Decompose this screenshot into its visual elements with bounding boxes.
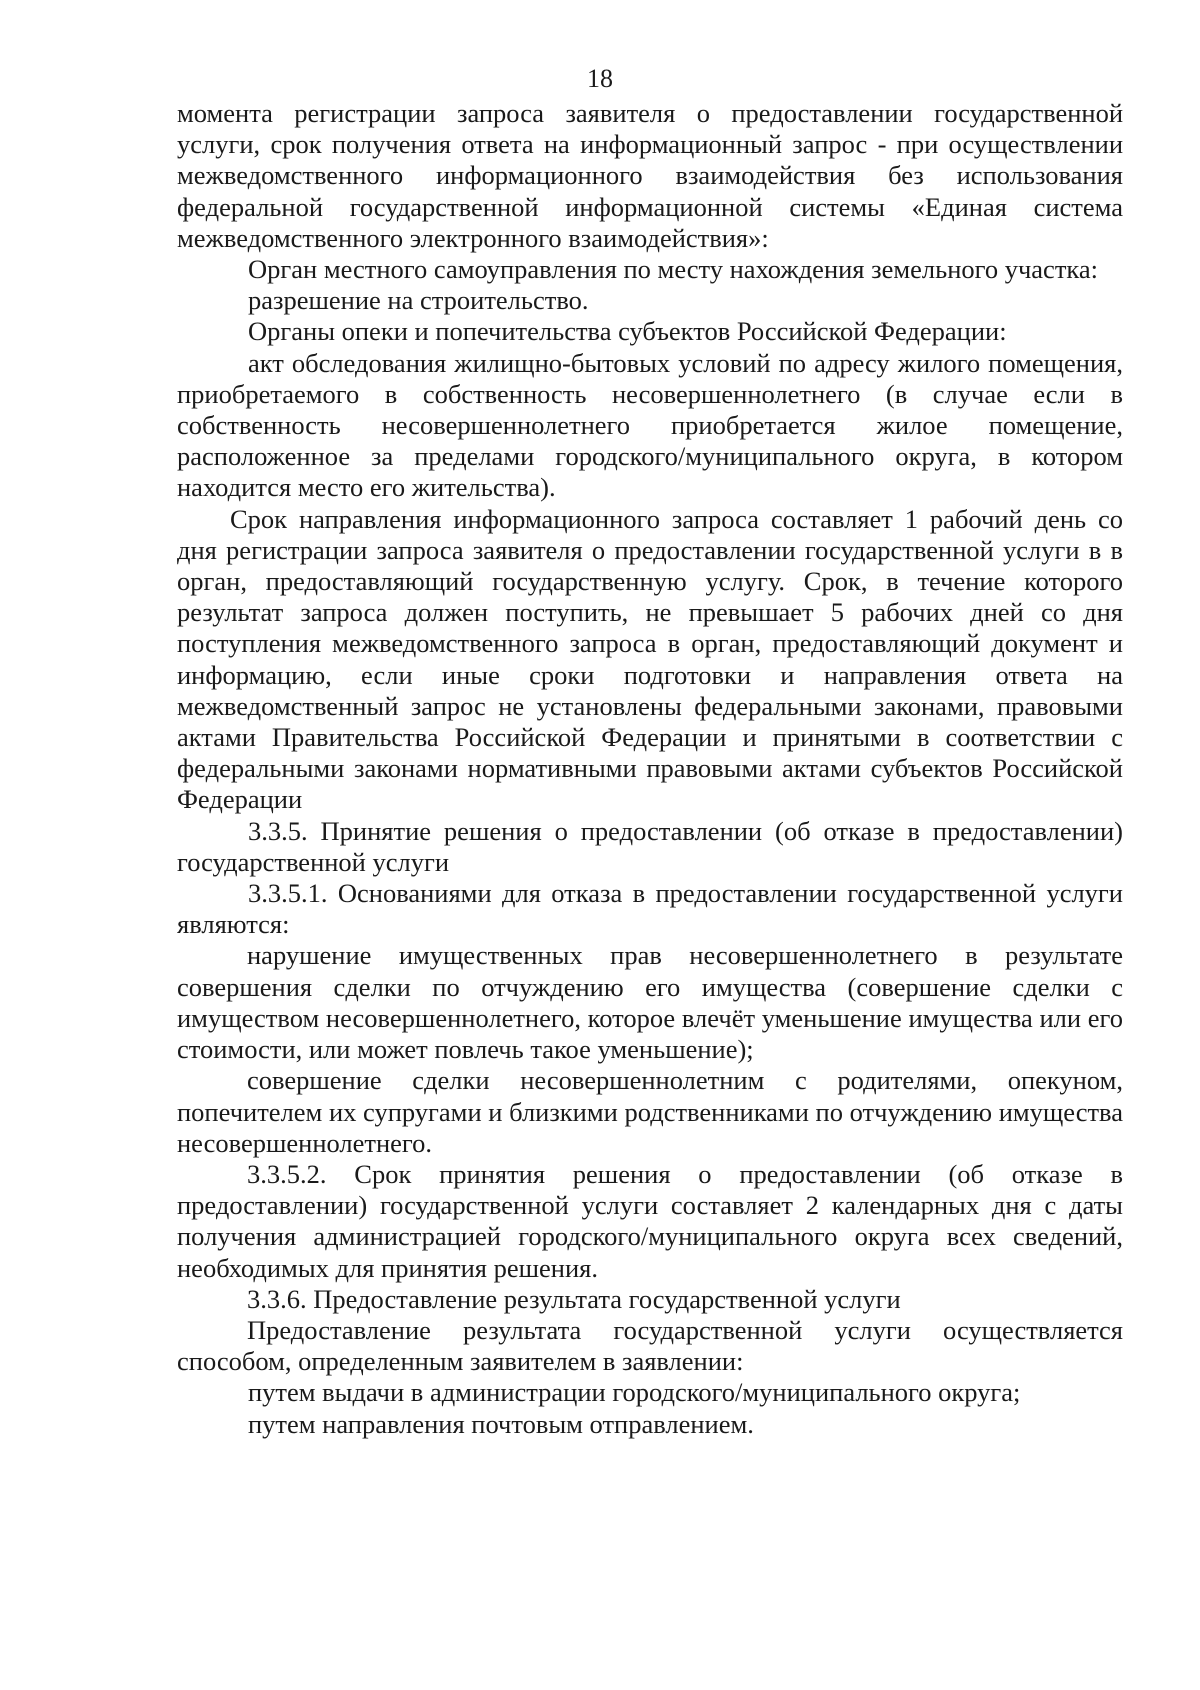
paragraph-result-delivery: Предоставление результата государственной услуги осуществляется способом, определенным заявителем в заявлении: xyxy=(177,1314,1123,1377)
paragraph-delivery-method-2: путем направления почтовым отправлением. xyxy=(248,1408,754,1439)
paragraph-inspection-act: акт обследования жилищно-бытовых условий по адресу жилого помещения, приобретаемого в собственность несовершеннолетнего (в случае если в собственность несовершеннолетнего приобретается жилое помещение, расположенное за пределами городского/муниципального округа, в котором находится место его жительства). xyxy=(177,347,1123,503)
paragraph-refusal-ground-1: нарушение имущественных прав несовершеннолетнего в результате совершения сделки по отчуждению его имущества (совершение сделки с имуществом несовершеннолетнего, которое влечёт уменьшение имущества или его стоимости, или может повлечь такое уменьшение); xyxy=(177,940,1123,1065)
heading-3-3-5: 3.3.5. Принятие решения о предоставлении (об отказе в предоставлении) государственной услуги xyxy=(177,815,1123,877)
paragraph-delivery-method-1: путем выдачи в администрации городского/муниципального округа; xyxy=(248,1377,1021,1408)
paragraph-refusal-ground-2: совершение сделки несовершеннолетним с родителями, опекуном, попечителем их супругами и близкими родственниками по отчуждению имущества несовершеннолетнего. xyxy=(177,1065,1123,1158)
paragraph-request-deadline: Срок направления информационного запроса составляет 1 рабочий день со дня регистрации запроса заявителя о предоставлении государственной услуги в в орган, предоставляющий государственную услугу. Срок, в течение которого результат запроса должен поступить, не превышает 5 рабочих дней со дня поступления межведомственного запроса в орган, предоставляющий документ и информацию, если иные сроки подготовки и направления ответа на межведомственный запрос не установлены федеральными законами, правовыми актами Правительства Российской Федерации и принятыми в соответствии с федеральными законами нормативными правовыми актами субъектов Российской Федерации xyxy=(177,503,1123,815)
heading-3-3-5-1: 3.3.5.1. Основаниями для отказа в предоставлении государственной услуги являются: xyxy=(177,878,1123,940)
paragraph-3-3-5-2: 3.3.5.2. Срок принятия решения о предоставлении (об отказе в предоставлении) государственной услуги составляет 2 календарных дня с даты получения администрацией городского/муниципального округа всех сведений, необходимых для принятия решения. xyxy=(177,1158,1123,1283)
page-number: 18 xyxy=(587,64,613,93)
document-body xyxy=(177,98,1123,1440)
paragraph-local-authority: Орган местного самоуправления по месту нахождения земельного участка: xyxy=(248,254,1098,285)
paragraph-building-permit: разрешение на строительство. xyxy=(248,285,589,316)
paragraph-request-timing: момента регистрации запроса заявителя о предоставлении государственной услуги, срок получения ответа на информационный запрос - при осуществлении межведомственного информационного взаимодействия без использования федеральной государственной информационной системы «Единая система межведомственного электронного взаимодействия»: xyxy=(177,98,1123,253)
paragraph-guardianship-bodies: Органы опеки и попечительства субъектов Российской Федерации: xyxy=(248,316,1007,347)
heading-3-3-6: 3.3.6. Предоставление результата государственной услуги xyxy=(247,1283,901,1314)
